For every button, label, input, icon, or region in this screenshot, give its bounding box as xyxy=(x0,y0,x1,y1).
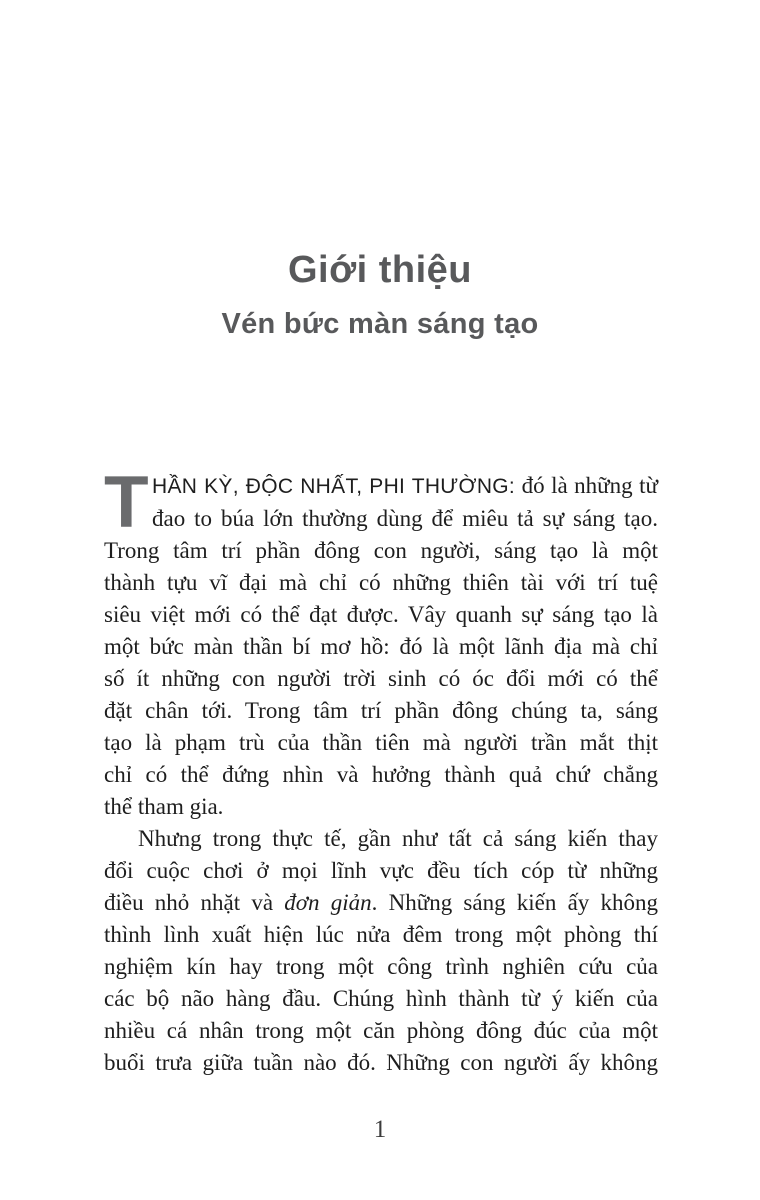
text-line xyxy=(104,503,658,535)
text-segment: số ít những con người trời sinh có óc đổi mới có thể xyxy=(104,666,658,691)
text-line xyxy=(104,535,658,567)
text-line xyxy=(104,823,658,855)
text-line xyxy=(104,983,658,1015)
text-segment: Nhưng trong thực tế, gần như tất cả sáng kiến thay xyxy=(138,826,658,851)
text-segment: một bức màn thần bí mơ hồ: đó là một lãnh địa mà chỉ xyxy=(104,634,658,659)
text-line xyxy=(104,919,658,951)
text-segment: đao to búa lớn thường dùng để miêu tả sự sáng tạo. xyxy=(152,506,658,531)
text-line xyxy=(104,951,658,983)
chapter-title: Giới thiệu xyxy=(287,249,472,291)
chapter-subtitle: Vén bức màn sáng tạo xyxy=(221,308,539,340)
text-segment: nghiệm kín hay trong một công trình nghiên cứu của xyxy=(104,954,658,979)
text-line xyxy=(104,759,658,791)
text-segment: thể tham gia. xyxy=(104,794,224,819)
text-line xyxy=(104,1047,658,1079)
text-line xyxy=(104,470,658,503)
text-line xyxy=(104,855,658,887)
text-segment: thành tựu vĩ đại mà chỉ có những thiên tài với trí tuệ xyxy=(104,570,658,595)
text-line xyxy=(104,887,658,919)
text-line xyxy=(104,791,658,823)
lead-in-caps: HẦN KỲ, ĐỘC NHẤT, PHI THƯỜNG: xyxy=(152,475,516,498)
page-number: 1 xyxy=(373,1116,387,1143)
text-segment: nhiều cá nhân trong một căn phòng đông đúc của một xyxy=(104,1018,658,1043)
text-segment: đó là những từ xyxy=(515,473,658,498)
text-line xyxy=(104,727,658,759)
text-segment: buổi trưa giữa tuần nào đó. Những con người ấy không xyxy=(104,1050,658,1075)
text-line xyxy=(104,695,658,727)
italic-text: đơn giản xyxy=(284,890,372,915)
text-segment: Trong tâm trí phần đông con người, sáng tạo là một xyxy=(104,538,658,563)
text-line xyxy=(104,567,658,599)
text-segment: siêu việt mới có thể đạt được. Vây quanh sự sáng tạo là xyxy=(104,602,658,627)
text-segment: đặt chân tới. Trong tâm trí phần đông chúng ta, sáng xyxy=(104,698,658,723)
text-segment: tạo là phạm trù của thần tiên mà người trần mắt thịt xyxy=(104,730,658,755)
paragraph-second xyxy=(104,823,658,1079)
text-segment: đổi cuộc chơi ở mọi lĩnh vực đều tích cóp từ những xyxy=(104,858,658,883)
paragraph-intro xyxy=(104,462,658,823)
text-segment: chỉ có thể đứng nhìn và hưởng thành quả chứ chẳng xyxy=(104,762,658,787)
text-segment: điều nhỏ nhặt và xyxy=(104,890,285,915)
text-segment: các bộ não hàng đầu. Chúng hình thành từ ý kiến của xyxy=(104,986,658,1011)
drop-cap: T xyxy=(104,462,149,543)
text-line xyxy=(104,663,658,695)
text-segment: . Những sáng kiến ấy không xyxy=(371,890,659,915)
text-line xyxy=(104,599,658,631)
text-segment: thình lình xuất hiện lúc nửa đêm trong một phòng thí xyxy=(104,922,658,947)
text-line xyxy=(104,1015,658,1047)
body-text xyxy=(104,462,659,1079)
text-line xyxy=(104,631,658,663)
